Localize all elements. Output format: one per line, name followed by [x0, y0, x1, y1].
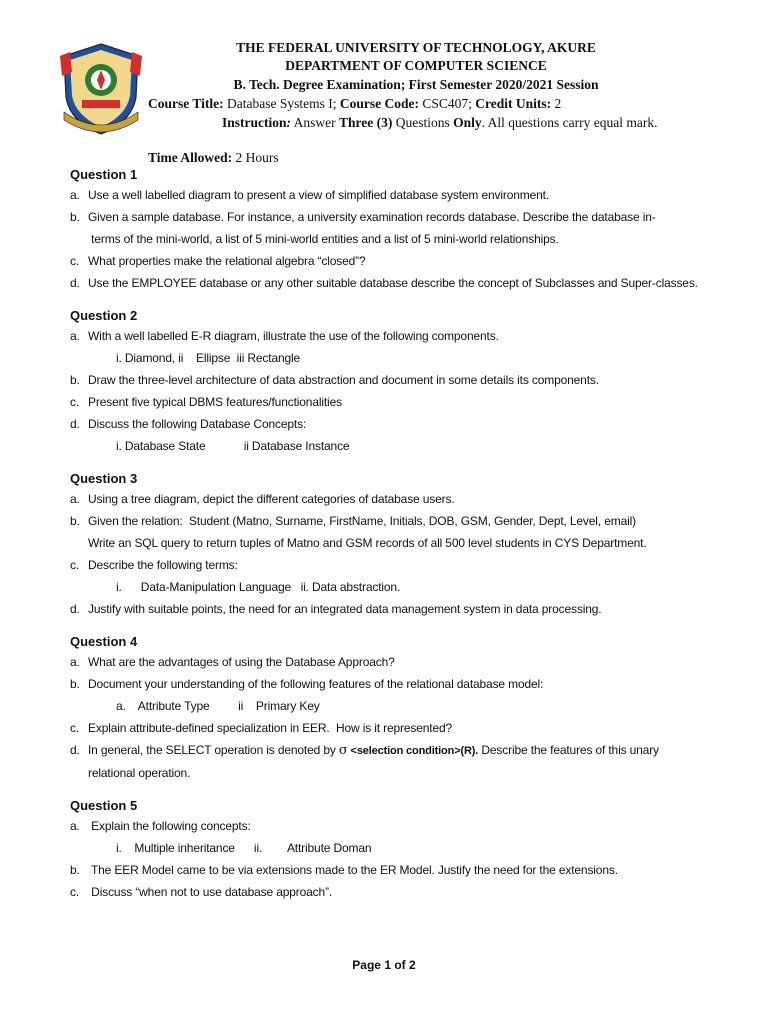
question-title: Question 1: [70, 167, 138, 182]
item-text: Discuss the following Database Concepts:: [88, 417, 307, 431]
question-item: [70, 554, 750, 576]
item-label: a.: [70, 492, 80, 506]
question-item: [70, 859, 750, 881]
item-text-line: terms of the mini-world, a list of 5 mini-world entities and a list of 5 mini-world relationships.: [88, 232, 559, 246]
question-title: Question 5: [70, 798, 138, 813]
item-label: a.: [70, 819, 80, 833]
question-item: [70, 717, 750, 739]
question-item: [70, 510, 750, 554]
item-label: a.: [70, 188, 80, 202]
question-item: [70, 413, 750, 435]
page-label: Page: [352, 958, 385, 972]
item-text: Explain attribute-defined specialization in EER. How is it represented?: [88, 721, 453, 735]
item-label: b.: [70, 514, 80, 528]
sub-items: i. Data-Manipulation Language ii. Data abstraction.: [116, 580, 401, 594]
item-text: The EER Model came to be via extensions made to the ER Model. Justify the need for the extensions.: [88, 863, 618, 877]
item-text: What are the advantages of using the Database Approach?: [88, 655, 395, 669]
question-item: [70, 325, 750, 347]
question-3: [70, 470, 750, 620]
sub-items: i. Multiple inheritance ii. Attribute Doman: [116, 841, 372, 855]
item-label: b.: [70, 863, 80, 877]
question-item: [70, 651, 750, 673]
item-label: c.: [70, 721, 80, 735]
page-total: 2: [409, 958, 416, 972]
time-label: Time Allowed:: [148, 150, 233, 165]
exam-title: B. Tech. Degree Examination; First Semester 2020/2021 Session: [233, 77, 599, 92]
question-title: Question 2: [70, 308, 138, 323]
item-text: Given a sample database. For instance, a university examination records database. Describe the database in-: [88, 210, 656, 224]
item-label: a.: [70, 329, 80, 343]
course-code: CSC407;: [422, 96, 472, 111]
item-label: d.: [70, 602, 80, 616]
question-4: [70, 633, 750, 784]
item-text: What properties make the relational algebra “closed”?: [88, 254, 366, 268]
sub-items: i. Database State ii Database Instance: [116, 439, 350, 453]
question-item: [70, 391, 750, 413]
sub-items: a. Attribute Type ii Primary Key: [116, 699, 320, 713]
item-text: With a well labelled E-R diagram, illustrate the use of the following components.: [88, 329, 499, 343]
question-title: Question 4: [70, 634, 138, 649]
item-text: Use a well labelled diagram to present a view of simplified database system environment.: [88, 188, 550, 202]
item-label: b.: [70, 210, 80, 224]
item-text: Document your understanding of the following features of the relational database model:: [88, 677, 544, 691]
exam-header: [0, 0, 768, 170]
page-footer: Page 1 of 2: [352, 958, 416, 972]
question-item: [70, 369, 750, 391]
item-text: Use the EMPLOYEE database or any other suitable database describe the concept of Subclasses and Super-classes.: [88, 276, 698, 290]
credit-units-label: Credit Units:: [475, 96, 552, 111]
item-label: c.: [70, 885, 80, 899]
question-item: [70, 488, 750, 510]
question-item: [70, 184, 750, 206]
selection-condition: <selection condition>(R).: [347, 745, 479, 757]
item-text: Draw the three-level architecture of data abstraction and document in some details its components.: [88, 373, 599, 387]
item-text: Describe the following terms:: [88, 558, 238, 572]
credit-units: 2: [554, 96, 562, 111]
item-text: In general, the SELECT operation is denoted by σ <selection condition>(R). Describe the features of this unary: [88, 743, 659, 758]
instruction-label: Instruction: [222, 115, 287, 130]
course-code-label: Course Code:: [339, 96, 419, 111]
university-name: THE FEDERAL UNIVERSITY OF TECHNOLOGY, AKURE: [236, 40, 596, 55]
question-item: [70, 250, 750, 272]
item-label: c.: [70, 395, 80, 409]
question-item: [70, 739, 750, 784]
questions-list: [70, 166, 750, 916]
question-5: [70, 797, 750, 903]
item-label: b.: [70, 373, 80, 387]
item-text: Discuss “when not to use database approach”.: [88, 885, 333, 899]
item-label: a.: [70, 655, 80, 669]
course-title: Database Systems I;: [227, 96, 337, 111]
question-item: [70, 881, 750, 903]
item-label: d.: [70, 743, 80, 757]
question-2: [70, 307, 750, 457]
course-title-label: Course Title:: [148, 96, 224, 111]
question-1: [70, 166, 750, 294]
department-name: DEPARTMENT OF COMPUTER SCIENCE: [285, 58, 547, 73]
item-text: Using a tree diagram, depict the different categories of database users.: [88, 492, 455, 506]
item-text: Justify with suitable points, the need for an integrated data management system in data processing.: [88, 602, 602, 616]
question-item: [70, 272, 750, 294]
item-label: d.: [70, 276, 80, 290]
item-text: Present five typical DBMS features/functionalities: [88, 395, 342, 409]
instruction: Instruction: Answer Three (3) Questions Only. All questions carry equal mark.: [222, 115, 658, 130]
time-value: 2 Hours: [235, 150, 279, 165]
question-item: [70, 673, 750, 695]
page-number: 1: [384, 958, 391, 972]
question-item: [70, 206, 750, 250]
question-item: [70, 815, 750, 837]
item-text: Explain the following concepts:: [88, 819, 251, 833]
item-label: c.: [70, 558, 80, 572]
question-title: Question 3: [70, 471, 138, 486]
item-text-line: Write an SQL query to return tuples of Matno and GSM records of all 500 level students in CYS Department.: [88, 536, 647, 550]
sub-items: i. Diamond, ii Ellipse iii Rectangle: [116, 351, 301, 365]
item-label: b.: [70, 677, 80, 691]
item-text-line: relational operation.: [88, 766, 191, 780]
item-label: c.: [70, 254, 80, 268]
item-label: d.: [70, 417, 80, 431]
item-text: Given the relation: Student (Matno, Surname, FirstName, Initials, DOB, GSM, Gender, Dept, Level, email): [88, 514, 636, 528]
time-allowed: [148, 150, 279, 166]
sigma-symbol: σ: [338, 743, 348, 758]
question-item: [70, 598, 750, 620]
course-info: [148, 96, 561, 112]
